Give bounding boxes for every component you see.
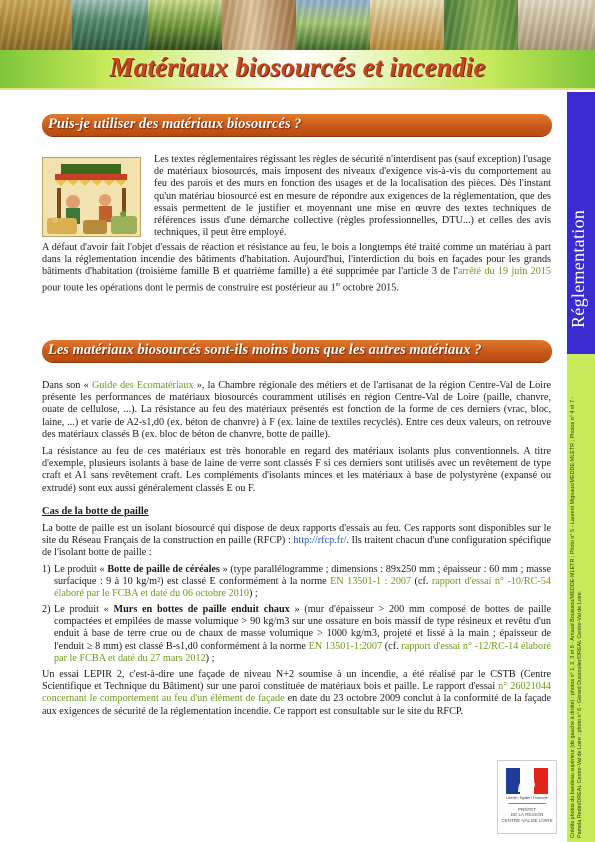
list-item-text-b: » (type parallélogramme ; dimensions : 89x250 mm ; épaisseur : 60 mm ; masse surfacique : 9 à 10 kg/m²) est classé E conformément à la norme <box>54 564 551 588</box>
title-band <box>0 50 595 90</box>
logo-text <box>500 807 554 823</box>
section1-intro-paragraph <box>154 154 551 239</box>
list-item-product-name: Murs en bottes de paille enduit chaux <box>113 604 290 615</box>
rfcp-link[interactable]: http://rfcp.fr/ <box>293 535 347 547</box>
decree-link[interactable]: arrêté du 19 juin 2015 <box>457 266 552 278</box>
test-report-link[interactable]: rapport d'essai n° -12/RC-14 élaboré par le FCBA et daté du 27 mars 2012 <box>54 640 551 664</box>
logo-divider <box>508 803 546 804</box>
logo-line1: PRÉFET <box>517 807 537 812</box>
market-illustration-icon <box>43 158 140 236</box>
section1-p2-text-a: A défaut d'avoir fait l'objet d'essais de réaction et résistance au feu, le bois a longtemps été traité comme un matériau à part dans la réglementation incendie des bâtiments d'habitation. Aujourd'hui, l'interdiction du bois en façades pour les grands bâtiments d'habitation (troisième famille B et quatrième famille) a été supprimée par l'article 3 de l' <box>42 242 551 278</box>
photo-banner <box>0 0 595 50</box>
section2-straw-intro-paragraph <box>42 523 551 560</box>
sawmill-photo <box>72 0 148 50</box>
section1-wood-paragraph <box>42 242 551 294</box>
wheat-field-photo <box>0 0 72 50</box>
market-illustration <box>42 157 141 237</box>
wood-construction-photo <box>222 0 296 50</box>
section-tab <box>567 92 595 354</box>
section2-p1-text-a: Dans son « <box>42 380 92 391</box>
section2-lepir-paragraph <box>42 669 551 718</box>
list-item-text-a: Le produit « <box>54 604 114 615</box>
logo-line2: DE LA RÉGION <box>510 812 544 818</box>
sheep-photo <box>296 0 370 50</box>
section2-heading <box>42 340 552 362</box>
section1-p2-sup: er <box>335 281 341 288</box>
list-item-number: 1) <box>42 564 51 575</box>
prefecture-logo <box>497 760 557 834</box>
list-item-number: 2) <box>42 604 51 615</box>
cstb-report-link[interactable]: n° 26021044 concernant le comportement au feu d'un élément de façade <box>42 681 552 705</box>
list-item-text-c: (cf. <box>382 640 402 652</box>
page-title: Matériaux biosourcés et incendie <box>109 52 486 82</box>
test-report-link[interactable]: rapport d'essai n° -10/RC-54 élaboré par le FCBA et daté du 06 octobre 2010 <box>54 576 551 600</box>
section2-heading-text: Les matériaux biosourcés sont-ils moins bons que les autres matériaux ? <box>48 342 482 358</box>
list-item-text-b: » (mur d'épaisseur > 200 mm composé de bottes de paille compactées et empilées de masse volumique > 90 kg/m3 sur une ossature en bois massif de type résineux et revêtu d'un enduit à base de terre crue ou de chaux de masse volumique > 1000 kg/m3, projeté et lissé à la main ; épaisseur de l'enduit ≥ 8 mm) est classé B-s1,d0 conformément à la norme <box>54 604 551 652</box>
list-item <box>42 564 551 601</box>
section-tab-label: Réglementation <box>568 209 588 329</box>
list-item-text-d: ) ; <box>205 652 215 664</box>
list-item <box>42 604 551 665</box>
list-item-text-c: (cf. <box>411 576 432 588</box>
straw-bale-subheading: Cas de la botte de paille <box>42 506 149 517</box>
republic-motto: Liberté • Égalité • Fraternité <box>506 796 548 800</box>
ecomaterials-guide-link[interactable]: Guide des Ecomatériaux <box>91 380 194 391</box>
photo-credits: Crédits photos du bandeau supérieur (de gauche à droite) : photos n° 1, 2, 3 et 8 - Arnaud Bouissou/MEDDE-MLETR ; Photo n° 5 - Laurent Mignaux/MEDDE-MLETR ; Photos n° 4 et 7 - Pamela Redin/DREAL Centre-Val de Loire ; photo n° 6 - Gérard Dussoulier/DREAL Centre-Val de Loire. <box>570 396 583 838</box>
section2-resistance-paragraph <box>42 446 551 495</box>
section2-p3-text-a: La botte de paille est un isolant biosourcé qui dispose de deux rapports d'essais au feu. Ces rapports sont disponibles sur le site du Réseau Français de la construction en paille (RFCP) : <box>42 523 551 547</box>
section1-heading <box>42 114 552 136</box>
credits-bar <box>567 354 595 842</box>
standard-link[interactable]: EN 13501-1:2007 <box>308 640 383 652</box>
straw-insulation-photo <box>370 0 444 50</box>
list-item-text-d: ) ; <box>248 588 258 600</box>
section2-p1-text-b: », la Chambre régionale des métiers et de l'artisanat de la région Centre-Val de Loire présente les performances de matériaux biosourcés couramment utilisés en région Centre-Val de Loire (paille, chanvre, ouate de cellulose, ...). La résistance au feu des matériaux présentés est fonction de la forme de ces derniers (vrac, bloc, laine, ...) et varie de A2-s1,d0 (ex. béton de chanvre) à F (ex. laine de textiles recyclés). Entre ces deux valeurs, on retrouve des matériaux classés B (ex. bloc de béton de chanvre, botte de paille). <box>42 380 551 440</box>
hemp-field-photo <box>444 0 518 50</box>
marianne-flag-icon <box>506 768 548 794</box>
section1-heading-text: Puis-je utiliser des matériaux biosourcés ? <box>48 116 302 132</box>
list-item-text-a: Le produit « <box>54 564 108 575</box>
standard-link[interactable]: EN 13501-1 : 2007 <box>330 576 412 588</box>
list-item-product-name: Botte de paille de céréales <box>107 564 220 575</box>
section1-p1-text: Les textes réglementaires régissant les règles de sécurité n'interdisent pas (sauf exception) l'usage de matériaux biosourcés, mais imposent des niveaux d'exigence vis-à-vis du comportement au feu des parois et des murs en fonction des usages et de la localisation des pièces. Dès l'instant qu'un matériau biosourcé est en mesure de répondre aux exigences de la réglementation, que des essais permettent de le justifier et moyennant une mise en œuvre des textes techniques de références issus d'une démarche collective (règles professionnelles, DTU...) et celles des avis techniques, il peut être employé. <box>154 154 551 239</box>
hemp-texture-photo <box>518 0 595 50</box>
section2-p4-text-b: en date du 23 octobre 2009 conclut à la conformité de la façade aux exigences de sécurité de la réglementation incendie. Ce rapport est consultable sur le site du RFCP. <box>42 693 551 717</box>
section1-p2-text-b: pour toute les opérations dont le permis de construire est postérieur au 1 <box>42 282 336 293</box>
section1-p2-text-c: octobre 2015. <box>340 282 399 293</box>
forest-photo <box>148 0 222 50</box>
section2-p3-text-b: . Ils traitent chacun d'une configuration spécifique de l'isolant botte de paille : <box>42 535 551 559</box>
section2-guide-paragraph <box>42 380 551 441</box>
section2-p4-text-a: Un essai LEPIR 2, c'est-à-dire une façade de niveau N+2 soumise à un incendie, a été réalisé par le CSTB (Centre Scientifique et Technique du Bâtiment) sur une paroi constituée de matériaux bois et paille. Le rapport d'essai <box>42 669 551 693</box>
section2-p2-text: La résistance au feu de ces matériaux est très honorable en regard des matériaux isolants plus conventionnels. A titre d'exemple, plusieurs isolants à base de laine de verre sont classés F si ces derniers sont utilisés avec un revêtement de type craft et A1 sans revêtement craft. Les compléments d'isolants minces et les matériaux à base de polystyrène (expansé ou extrudé) sont eux aussi généralement classés E ou F. <box>42 446 551 494</box>
logo-line3: CENTRE-VAL DE LOIRE <box>501 817 553 823</box>
